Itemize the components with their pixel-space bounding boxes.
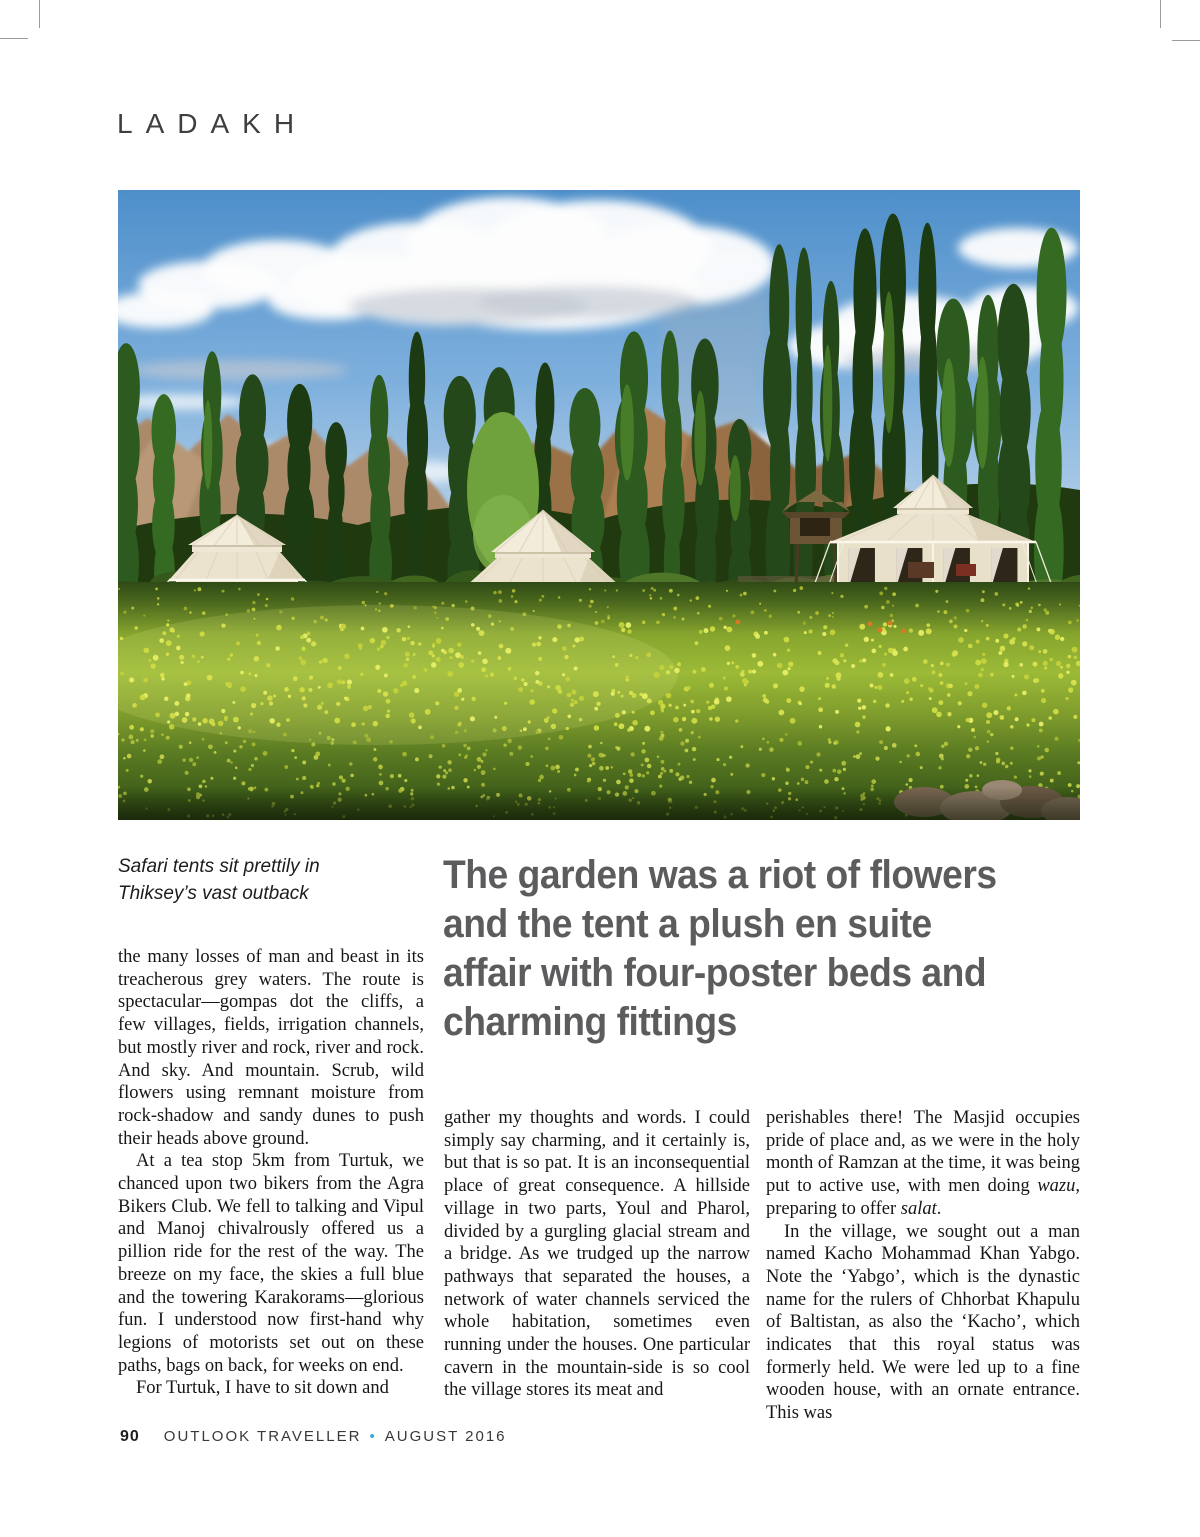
body-paragraph: For Turtuk, I have to sit down and — [136, 1378, 389, 1399]
body-paragraph: At a tea stop 5km from Turtuk, we chanced upon two bikers from the Agra Bikers Club. We fell to talking and Vipul and Manoj chivalrously offered us a pillion ride for the rest of the way. The breeze on my face, the skies a full blue and the towering Karakorams—glorious fun. I understood now first-hand why legions of motorists set out on these paths, bags on back, for weeks on end. — [118, 1151, 424, 1376]
page-footer — [120, 1428, 507, 1446]
italic-term: wazu — [1037, 1176, 1076, 1197]
crop-mark-top-left-vertical — [39, 0, 40, 28]
crop-mark-top-right-vertical — [1160, 0, 1161, 28]
body-column-3 — [766, 1107, 1080, 1425]
magazine-name: OUTLOOK TRAVELLER — [163, 1428, 362, 1445]
safari-tents-photo-illustration — [118, 190, 1080, 820]
photo-caption-line-1: Safari tents sit prettily in — [118, 856, 320, 877]
body-paragraph: the many losses of man and beast in its treacherous grey waters. The route is spectacular—gompas dot the cliffs, a few villages, fields, irrigation channels, but mostly river and rock, river and rock. And sky. And mountain. Scrub, wild flowers using remnant moisture from rock-shadow and sandy dunes to push their heads above ground. — [118, 947, 424, 1149]
footer-separator-dot: • — [369, 1428, 377, 1445]
body-text-run: perishables there! The Masjid occupies pride of place and, as we were in the holy month of Ramzan at the time, it was being put to active use, with men doing — [766, 1108, 1080, 1197]
body-column-2 — [444, 1107, 750, 1402]
photo-caption — [118, 853, 438, 907]
crop-mark-top-right-horizontal — [1172, 40, 1200, 41]
pull-quote-line: and the tent a plush en suite — [443, 902, 932, 946]
safari-tents-photo — [118, 190, 1080, 820]
pull-quote — [443, 851, 1093, 1047]
pull-quote-line: affair with four-poster beds and — [443, 951, 987, 995]
photo-caption-line-2: Thiksey’s vast outback — [118, 883, 309, 904]
crop-mark-top-left-horizontal — [0, 38, 28, 39]
issue-date: AUGUST 2016 — [384, 1428, 507, 1445]
body-paragraph: gather my thoughts and words. I could simply say charming, and it certainly is, but that is so pat. It is an inconsequential place of great consequence. A hillside village in two parts, Youl and Pharol, divided by a gurgling glacial stream and a bridge. As we trudged up the narrow pathways that separated the houses, a network of water channels serviced the whole habitation, sometimes even running under the houses. One particular cavern in the mountain-side is so cool the village stores its meat and — [444, 1108, 750, 1401]
italic-term: salat — [900, 1198, 937, 1219]
pull-quote-line: The garden was a riot of flowers — [443, 853, 997, 897]
body-paragraph — [766, 1107, 1080, 1221]
body-text-run: , preparing to offer — [766, 1176, 1080, 1219]
page-number: 90 — [120, 1428, 140, 1445]
section-label: LADAKH — [117, 108, 308, 139]
body-column-1 — [118, 946, 424, 1400]
pull-quote-line: charming fittings — [443, 1000, 737, 1044]
body-paragraph: In the village, we sought out a man named Kacho Mohammad Khan Yabgo. Note the ‘Yabgo’, which is the dynastic name for the rulers of Chhorbat Khapulu of Baltistan, as also the ‘Kacho’, which indicates that this royal status was formerly held. We were led up to a fine wooden house, with an ornate entrance. This was — [766, 1221, 1080, 1424]
body-text-run: . — [936, 1198, 942, 1219]
